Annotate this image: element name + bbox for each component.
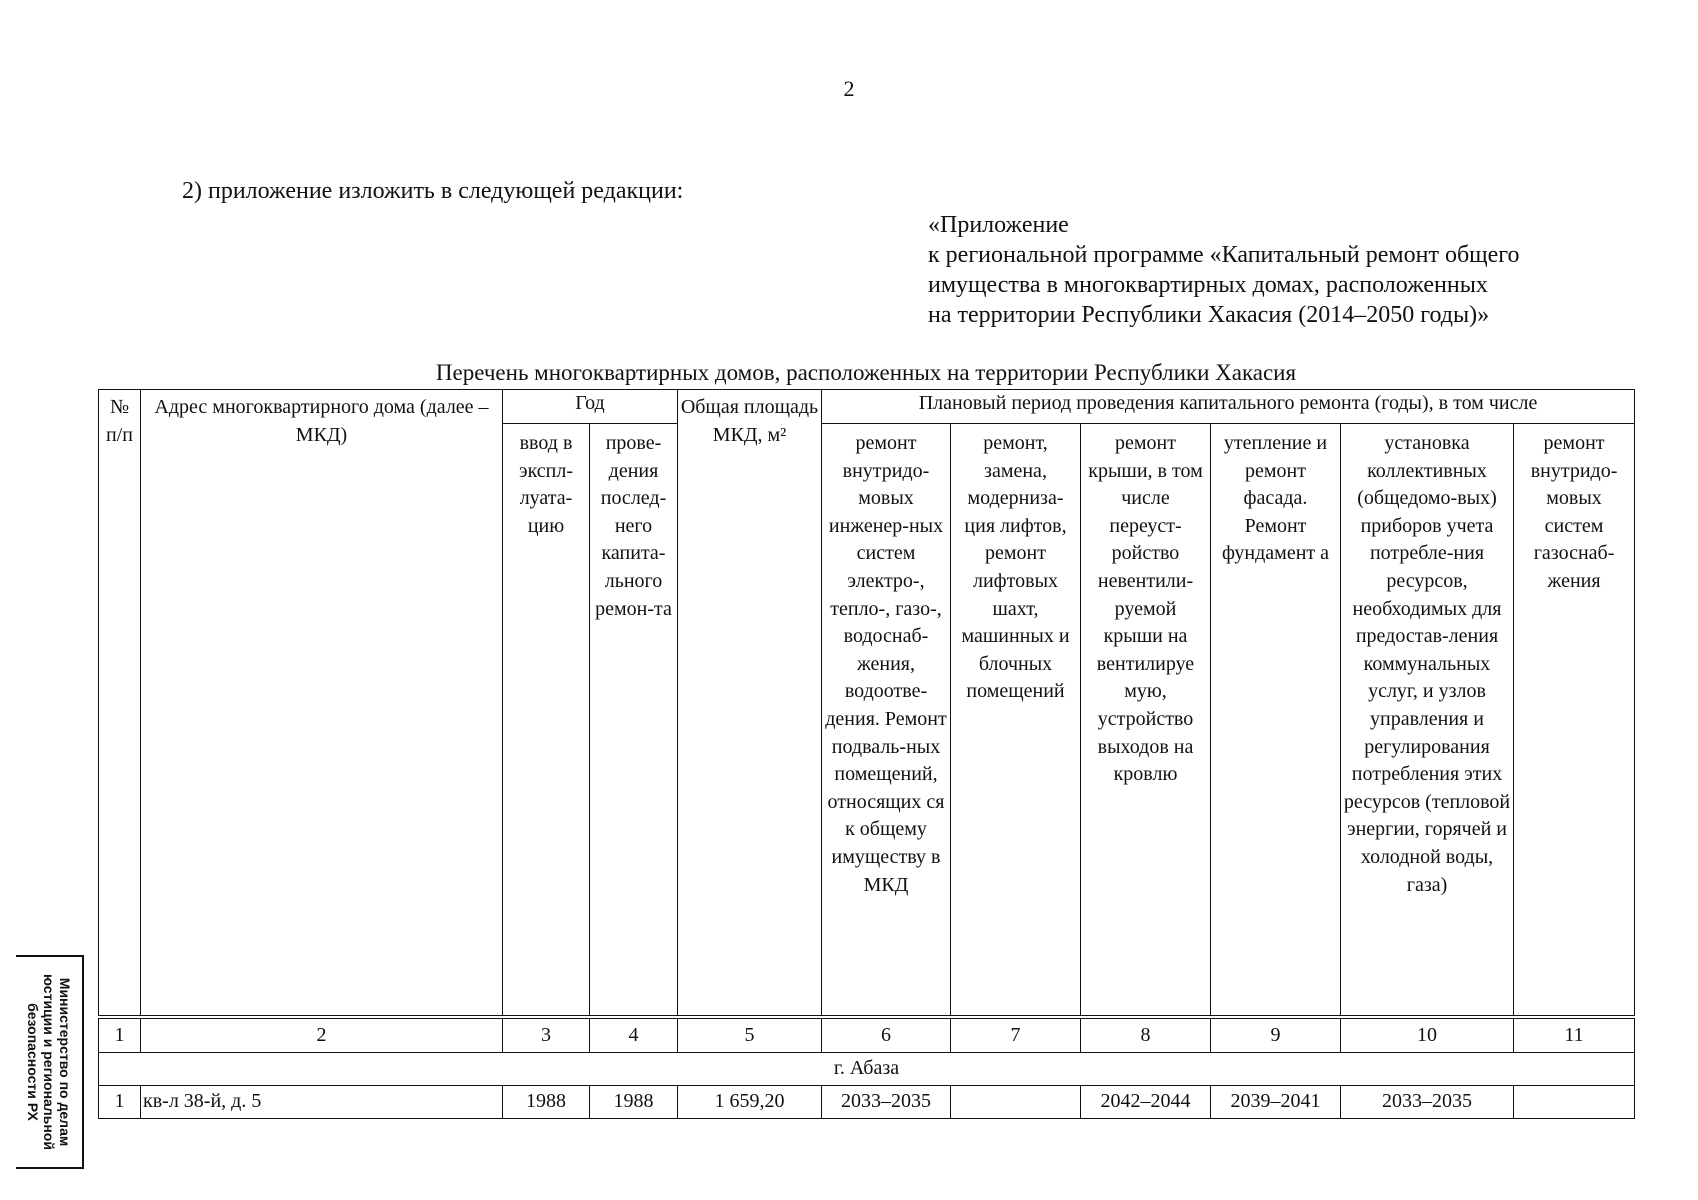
cell-col9: 2039–2041	[1211, 1086, 1341, 1119]
appendix-line-4: на территории Республики Хакасия (2014–2050 годы)»	[928, 302, 1490, 328]
cell-num: 1	[99, 1086, 141, 1119]
column-numbers-row	[99, 1017, 1635, 1053]
header-col8: ремонт крыши, в том числе переуст-ройство невентили-руемой крыши на вентилируе мую, устройство выходов на кровлю	[1081, 424, 1211, 1018]
appendix-line-3: имущества в многоквартирных домах, расположенных	[928, 272, 1488, 298]
table-row	[99, 1086, 1635, 1119]
column-number: 2	[141, 1017, 503, 1053]
cell-year-last-repair: 1988	[590, 1086, 678, 1119]
header-num: № п/п	[99, 390, 141, 1018]
stamp-line-3: безопасности РХ	[25, 1003, 41, 1121]
column-number: 9	[1211, 1017, 1341, 1053]
column-number: 7	[951, 1017, 1081, 1053]
appendix-line-2: к региональной программе «Капитальный ремонт общего	[928, 242, 1520, 268]
header-col9: утепление и ремонт фасада. Ремонт фундамент а	[1211, 424, 1341, 1018]
appendix-line-1: «Приложение	[928, 212, 1069, 238]
column-number: 1	[99, 1017, 141, 1053]
page-number: 2	[843, 76, 855, 101]
cell-address: кв-л 38-й, д. 5	[141, 1086, 503, 1119]
table-title: Перечень многоквартирных домов, расположенных на территории Республики Хакасия	[435, 360, 1297, 385]
header-planned-period: Плановый период проведения капитального ремонта (годы), в том числе	[822, 390, 1635, 424]
cell-col10: 2033–2035	[1341, 1086, 1514, 1119]
column-number: 5	[678, 1017, 822, 1053]
column-number: 10	[1341, 1017, 1514, 1053]
column-number: 6	[822, 1017, 951, 1053]
city-group-row: г. Абаза	[99, 1053, 1635, 1086]
intro-text: 2) приложение изложить в следующей редакции:	[182, 178, 684, 204]
column-number: 11	[1514, 1017, 1635, 1053]
header-col7: ремонт, замена, модерниза-ция лифтов, ремонт лифтовых шахт, машинных и блочных помещений	[951, 424, 1081, 1018]
cell-col7	[951, 1086, 1081, 1119]
header-year-last-repair: прове-дения послед-него капита-льного ремон-та	[590, 424, 678, 1018]
header-address: Адрес многоквартирного дома (далее – МКД)	[141, 390, 503, 1018]
houses-table	[98, 389, 1635, 1119]
cell-year-commission: 1988	[503, 1086, 590, 1119]
stamp-line-1: Министерство по делам	[57, 977, 73, 1147]
cell-area: 1 659,20	[678, 1086, 822, 1119]
column-number: 3	[503, 1017, 590, 1053]
header-area: Общая площадь МКД, м²	[678, 390, 822, 1018]
header-col10: установка коллективных (общедомо-вых) приборов учета потребле-ния ресурсов, необходимых для предостав-ления коммунальных услуг, и узлов управления и регулирования потребления этих ресурсов (тепловой энергии, горячей и холодной воды, газа)	[1341, 424, 1514, 1018]
column-number: 4	[590, 1017, 678, 1053]
stamp-line-2: юстиции и региональной	[41, 974, 57, 1150]
header-year-commission: ввод в экспл-луата-цию	[503, 424, 590, 1018]
cell-col6: 2033–2035	[822, 1086, 951, 1119]
cell-col8: 2042–2044	[1081, 1086, 1211, 1119]
column-number: 8	[1081, 1017, 1211, 1053]
header-year: Год	[503, 390, 678, 424]
header-col11: ремонт внутридо-мовых систем газоснаб-жения	[1514, 424, 1635, 1018]
header-col6: ремонт внутридо-мовых инженер-ных систем электро-, тепло-, газо-, водоснаб-жения, водоотве-дения. Ремонт подваль-ных помещений, относящих ся к общему имуществу в МКД	[822, 424, 951, 1018]
ministry-stamp	[16, 955, 84, 1169]
appendix-heading	[928, 210, 1520, 330]
cell-col11	[1514, 1086, 1635, 1119]
